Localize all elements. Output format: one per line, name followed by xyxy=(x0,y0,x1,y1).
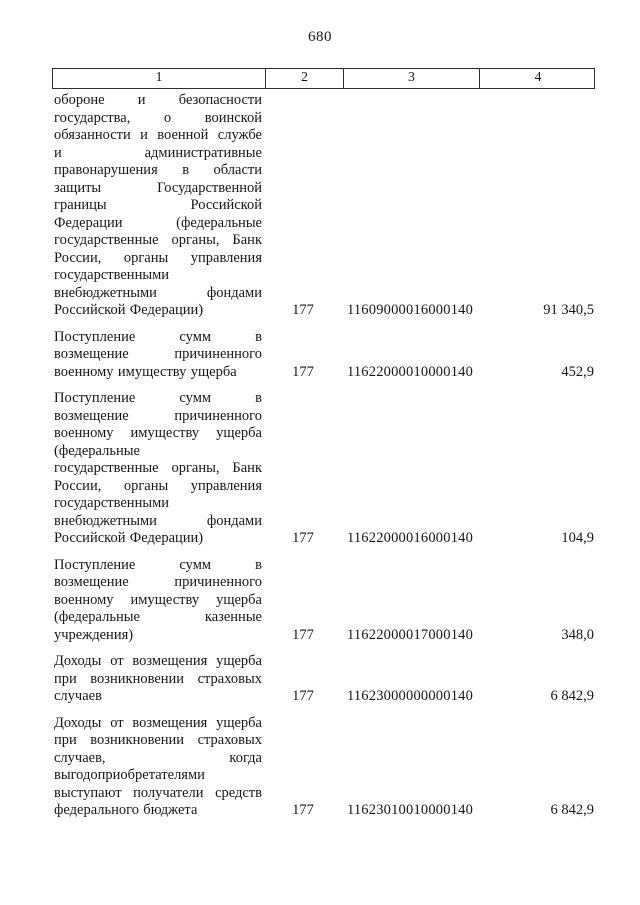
description-line: (федеральные xyxy=(54,442,140,459)
description-line: России, органы управления xyxy=(54,249,262,266)
table-row xyxy=(52,653,595,706)
description-line: Доходы от возмещения ущерба xyxy=(54,714,262,731)
row-description xyxy=(52,390,264,548)
column-header-1: 1 xyxy=(155,70,163,85)
table-body xyxy=(52,92,595,820)
row-admin-code: 177 xyxy=(292,626,314,643)
description-line: государственными xyxy=(54,267,170,283)
description-line: и административные xyxy=(54,144,262,161)
row-amount: 348,0 xyxy=(561,626,594,643)
description-line: Российской Федерации) xyxy=(54,302,204,318)
description-line: военному имуществу ущерба xyxy=(54,363,237,380)
row-admin-code: 177 xyxy=(292,530,314,546)
description-line: случаев xyxy=(54,688,102,704)
description-line: государственные органы, Банк xyxy=(54,232,262,248)
table-row xyxy=(52,557,595,645)
row-budget-code: 11622000010000140 xyxy=(346,363,474,380)
table-row xyxy=(52,329,595,382)
description-line: при возникновении страховых xyxy=(54,670,262,687)
row-amount: 91 340,5 xyxy=(543,302,594,318)
row-budget-code: 11609000016000140 xyxy=(346,302,474,318)
row-budget-code: 11622000017000140 xyxy=(346,626,474,643)
row-budget-code: 11622000016000140 xyxy=(346,530,474,546)
row-amount: 104,9 xyxy=(561,530,594,546)
row-admin-code: 177 xyxy=(292,802,314,818)
row-amount: 6 842,9 xyxy=(550,688,594,704)
description-line: случаев, когда xyxy=(54,749,262,766)
description-line: федерального бюджета xyxy=(54,802,198,818)
row-amount: 452,9 xyxy=(561,363,594,380)
description-line: Поступление сумм в xyxy=(54,556,262,573)
description-line: внебюджетными фондами xyxy=(54,512,262,529)
table-header-row xyxy=(52,68,595,89)
row-description xyxy=(52,715,264,820)
table-row xyxy=(52,715,595,820)
page-number: 680 xyxy=(308,29,332,45)
description-line: (федеральные казенные xyxy=(54,609,262,625)
row-description xyxy=(52,557,264,645)
row-description xyxy=(52,653,264,706)
row-description xyxy=(52,92,264,320)
row-admin-code: 177 xyxy=(292,363,314,380)
column-header-3: 3 xyxy=(343,69,479,88)
description-line: Российской Федерации) xyxy=(54,530,204,546)
description-line: при возникновении страховых xyxy=(54,732,262,748)
description-line: выступают получатели средств xyxy=(54,784,262,801)
row-budget-code: 11623000000000140 xyxy=(346,688,474,704)
description-line: государственные органы, Банк xyxy=(54,460,262,476)
budget-revenue-table xyxy=(52,68,595,820)
description-line: Поступление сумм в xyxy=(54,328,262,345)
table-row xyxy=(52,390,595,548)
description-line: внебюджетными фондами xyxy=(54,284,262,301)
description-line: обязанности и военной службе xyxy=(54,127,262,143)
column-header-4: 4 xyxy=(479,69,596,88)
row-description xyxy=(52,329,264,382)
description-line: возмещение причиненного xyxy=(54,407,262,424)
description-line: военному имуществу ущерба xyxy=(54,425,262,441)
description-line: государственными xyxy=(54,495,170,511)
description-line: выгодоприобретателями xyxy=(54,767,205,783)
description-line: границы Российской xyxy=(54,197,262,213)
description-line: защиты Государственной xyxy=(54,179,262,196)
description-line: военному имуществу ущерба xyxy=(54,591,262,608)
row-admin-code: 177 xyxy=(292,688,314,704)
row-budget-code: 11623010010000140 xyxy=(346,802,474,818)
description-line: Доходы от возмещения ущерба xyxy=(54,653,262,669)
description-line: учреждения) xyxy=(54,626,134,643)
table-row xyxy=(52,92,595,320)
description-line: возмещение причиненного xyxy=(54,346,262,362)
description-line: обороне и безопасности xyxy=(54,92,262,108)
description-line: Федерации (федеральные xyxy=(54,214,262,231)
column-header-2: 2 xyxy=(265,69,343,88)
description-line: Поступление сумм в xyxy=(54,390,262,406)
description-line: возмещение причиненного xyxy=(54,574,262,590)
row-amount: 6 842,9 xyxy=(550,802,594,818)
row-admin-code: 177 xyxy=(292,302,314,318)
description-line: России, органы управления xyxy=(54,477,262,494)
description-line: государства, о воинской xyxy=(54,109,262,126)
description-line: правонарушения в области xyxy=(54,162,262,178)
